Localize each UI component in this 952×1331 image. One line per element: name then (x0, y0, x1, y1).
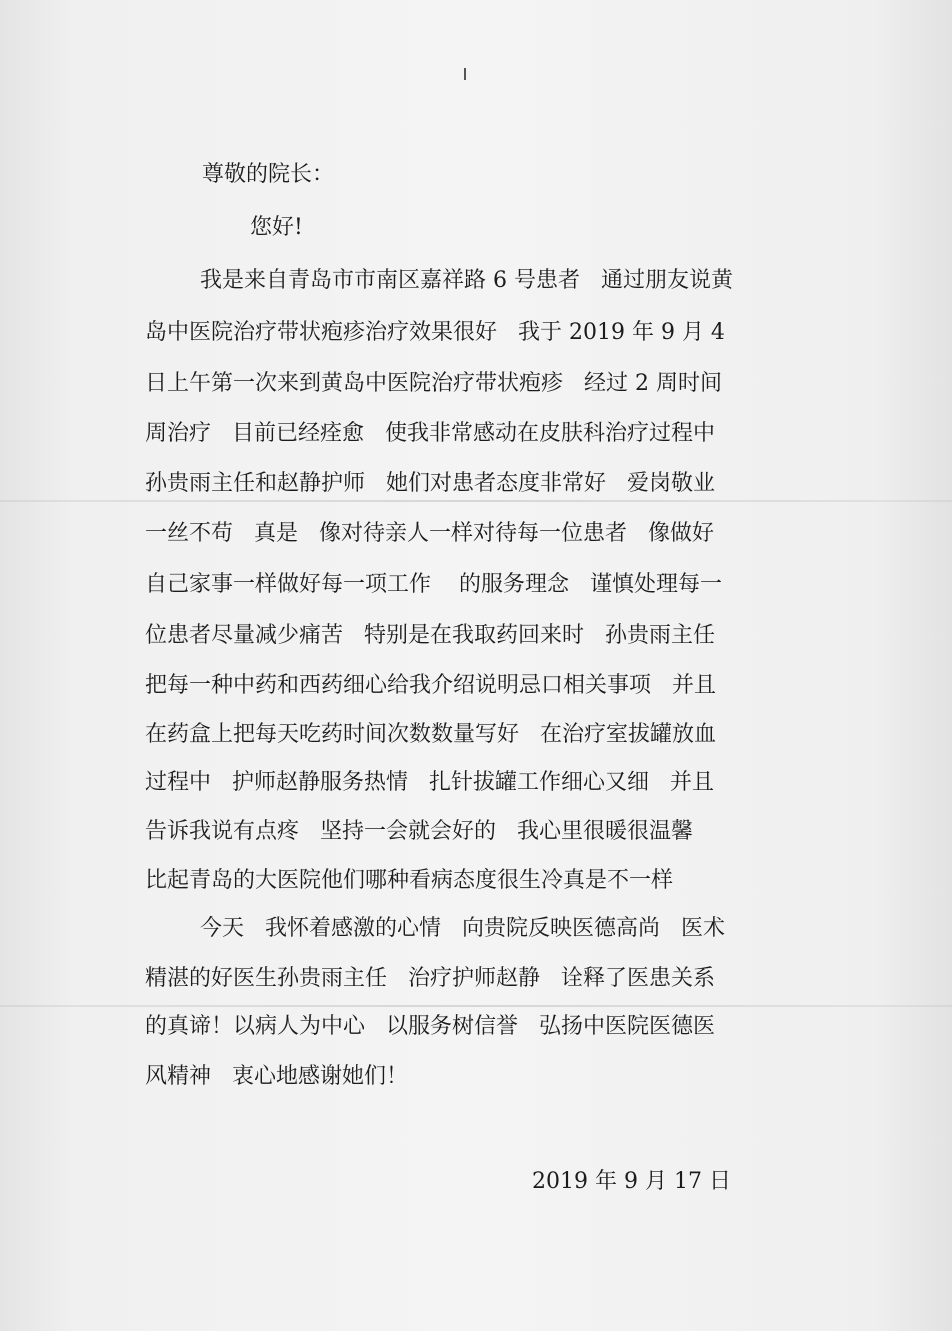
letter-line: 过程中 护师赵静服务热情 扎针拔罐工作细心又细 并且 (145, 770, 714, 795)
paper-mark (464, 68, 466, 80)
letter-line: 在药盒上把每天吃药时间次数数量写好 在治疗室拔罐放血 (145, 722, 716, 747)
letter-line: 我是来自青岛市市南区嘉祥路 6 号患者 通过朋友说黄 (200, 268, 733, 293)
paper-fold-line (0, 1005, 952, 1007)
letter-line: 今天 我怀着感激的心情 向贵院反映医德高尚 医术 (200, 916, 725, 941)
letter-line: 周治疗 目前已经痊愈 使我非常感动在皮肤科治疗过程中 (145, 421, 715, 446)
letter-line: 位患者尽量减少痛苦 特别是在我取药回来时 孙贵雨主任 (145, 623, 715, 648)
letter-line: 精湛的好医生孙贵雨主任 治疗护师赵静 诠释了医患关系 (145, 966, 715, 991)
letter-line: 岛中医院治疗带状疱疹治疗效果很好 我于 2019 年 9 月 4 (145, 320, 725, 345)
letter-date: 2019 年 9 月 17 日 (532, 1169, 731, 1194)
letter-salutation: 尊敬的院长： (202, 162, 335, 187)
letter-line: 的真谛！以病人为中心 以服务树信誉 弘扬中医院医德医 (145, 1014, 715, 1039)
letter-greeting: 您好! (250, 215, 303, 240)
letter-line: 风精神 衷心地感谢她们！ (145, 1064, 408, 1089)
letter-line: 把每一种中药和西药细心给我介绍说明忌口相关事项 并且 (145, 673, 716, 698)
letter-line: 比起青岛的大医院他们哪种看病态度很生冷真是不一样 (145, 868, 674, 893)
letter-line: 一丝不苟 真是 像对待亲人一样对待每一位患者 像做好 (145, 521, 714, 546)
letter-line: 孙贵雨主任和赵静护师 她们对患者态度非常好 爱岗敬业 (145, 471, 715, 496)
letter-line: 日上午第一次来到黄岛中医院治疗带状疱疹 经过 2 周时间 (145, 371, 722, 396)
letter-line: 自己家事一样做好每一项工作 的服务理念 谨慎处理每一 (145, 572, 722, 597)
letter-line: 告诉我说有点疼 坚持一会就会好的 我心里很暖很温馨 (145, 819, 693, 844)
paper-fold-line (0, 500, 952, 502)
